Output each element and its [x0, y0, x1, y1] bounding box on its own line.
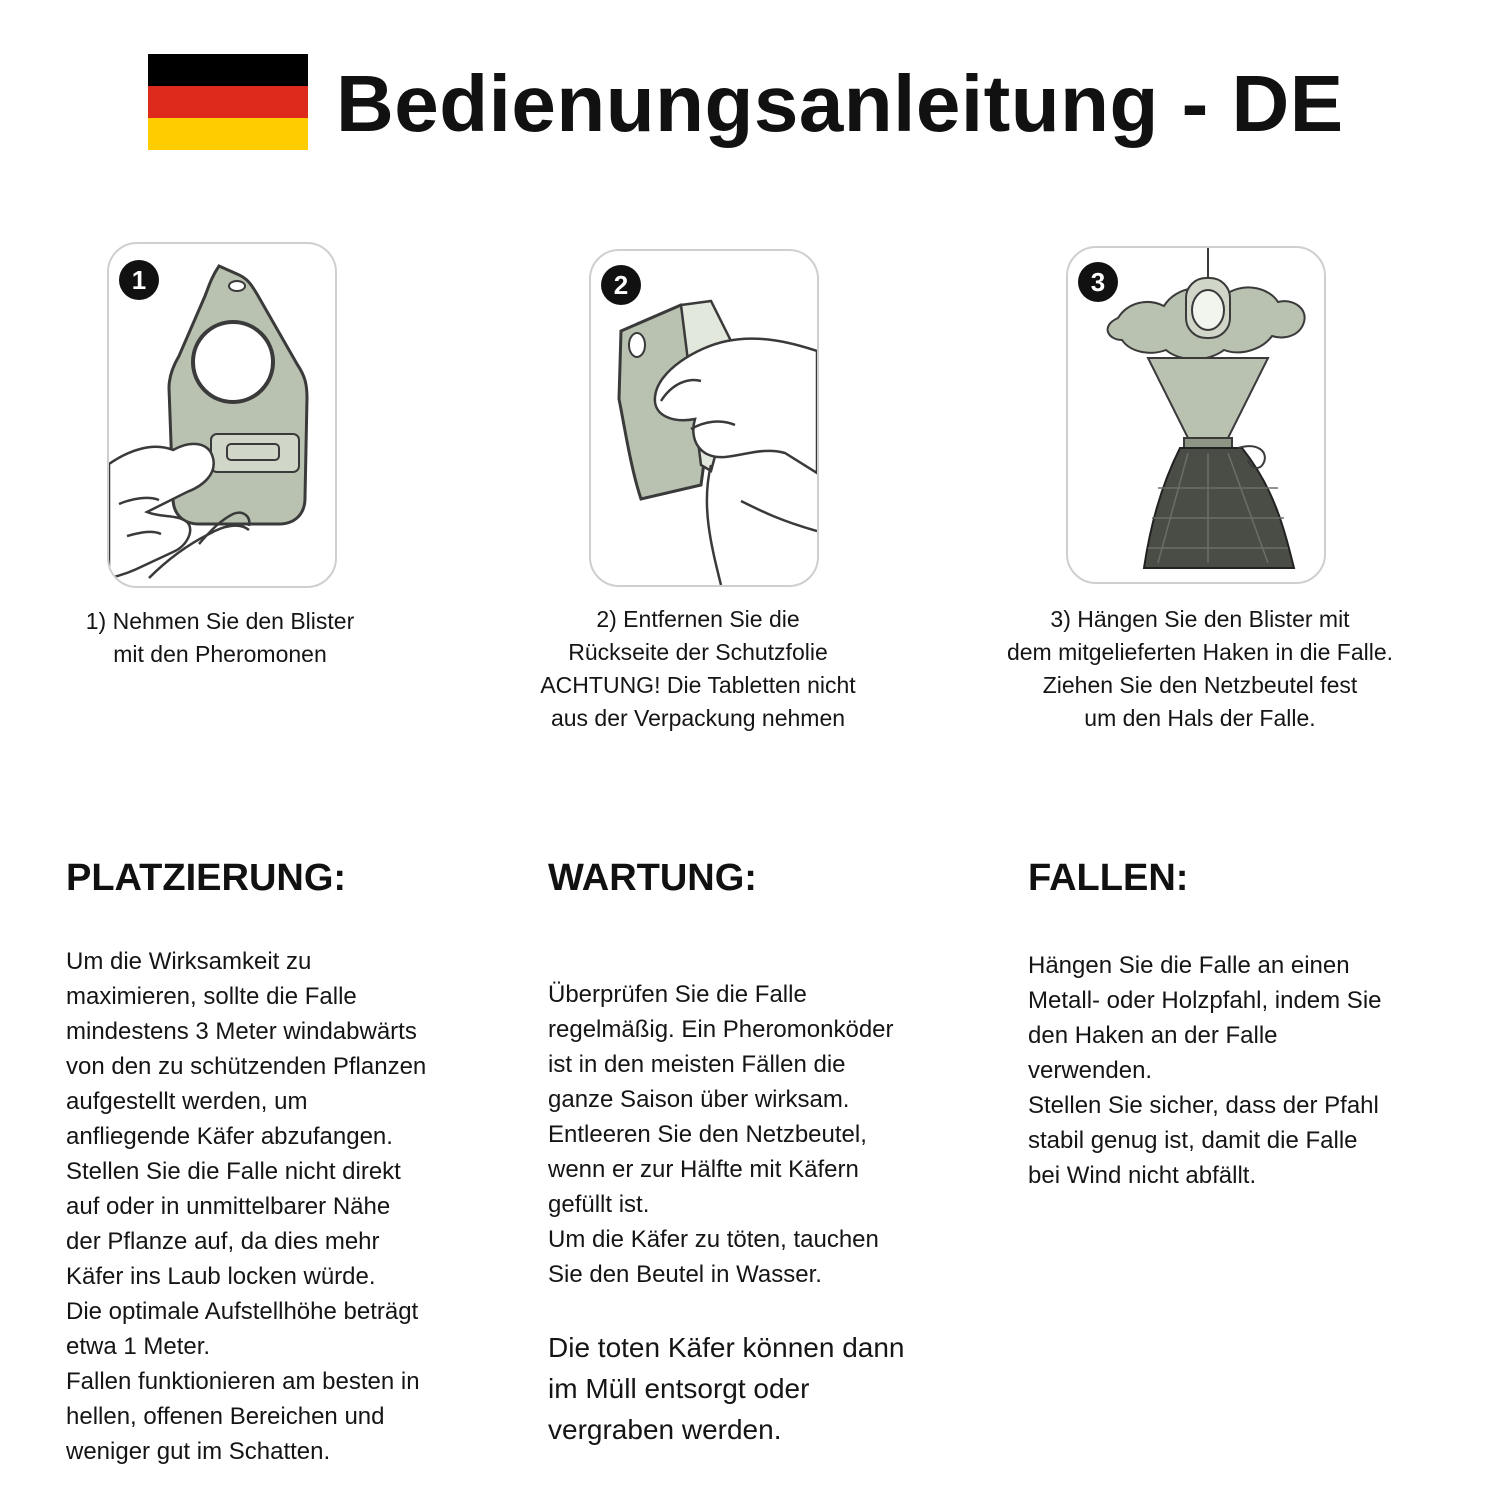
german-flag-icon — [148, 54, 308, 150]
assembled-trap-with-net-icon — [1068, 248, 1324, 582]
maintenance-text-large: Die toten Käfer können dann im Müll entsorgt oder vergraben werden. — [548, 1332, 905, 1445]
step-2-number: 2 — [613, 270, 629, 300]
section-body-traps: Hängen Sie die Falle an einen Metall- oder Holzpfahl, indem Sie den Haken an der Falle verwenden. Stellen Sie sicher, dass der Pfahl stabil genug ist, damit die Falle bei Wind nicht abfällt. — [1028, 952, 1382, 1189]
flag-stripe-red — [148, 86, 308, 118]
step-2-illustration — [589, 249, 819, 587]
maintenance-text: Überprüfen Sie die Falle regelmäßig. Ein Pheromonköder ist in den meisten Fällen die ganze Saison über wirksam. Entleeren Sie den Netzbeutel, wenn er zur Hälfte mit Käfern gefüllt ist. Um die Käfer zu töten, tauchen Sie den Beutel in Wasser. — [548, 981, 894, 1288]
section-body-placement: Um die Wirksamkeit zu maximieren, sollte die Falle mindestens 3 Meter windabwärts von den zu schützenden Pflanzen aufgestellt werden, um anfliegende Käfer abzufangen. Stellen Sie die Falle nicht direkt auf oder in unmittelbarer Nähe der Pflanze auf, da dies mehr Käfer ins Laub locken würde. Die optimale Aufstellhöhe beträgt etwa 1 Meter. Fallen funktionieren am besten in hellen, offenen Bereichen und weniger gut im Schatten. — [66, 948, 427, 1465]
step-3-illustration — [1066, 246, 1326, 584]
step-1-number: 1 — [131, 265, 147, 295]
section-body-maintenance — [548, 942, 968, 1485]
hand-holding-blister-icon — [109, 244, 335, 586]
step-1-caption: 1) Nehmen Sie den Blister mit den Pheromonen — [85, 608, 355, 667]
flag-stripe-gold — [148, 118, 308, 150]
section-title-placement: PLATZIERUNG: — [66, 857, 347, 899]
step-3-caption: 3) Hängen Sie den Blister mit dem mitgelieferten Haken in die Falle. Ziehen Sie den Netzbeutel fest um den Hals der Falle. — [1006, 606, 1394, 731]
step-3-number: 3 — [1090, 267, 1106, 297]
step-1-illustration — [107, 242, 337, 588]
flag-stripe-black — [148, 54, 308, 86]
page-title: Bedienungsanleitung - DE — [336, 59, 1344, 148]
step-2-caption: 2) Entfernen Sie die Rückseite der Schutzfolie ACHTUNG! Die Tabletten nicht aus der Verpackung nehmen — [540, 606, 856, 731]
peeling-protective-film-icon — [591, 251, 817, 585]
section-title-maintenance: WARTUNG: — [548, 857, 757, 899]
section-title-traps: FALLEN: — [1028, 857, 1189, 899]
